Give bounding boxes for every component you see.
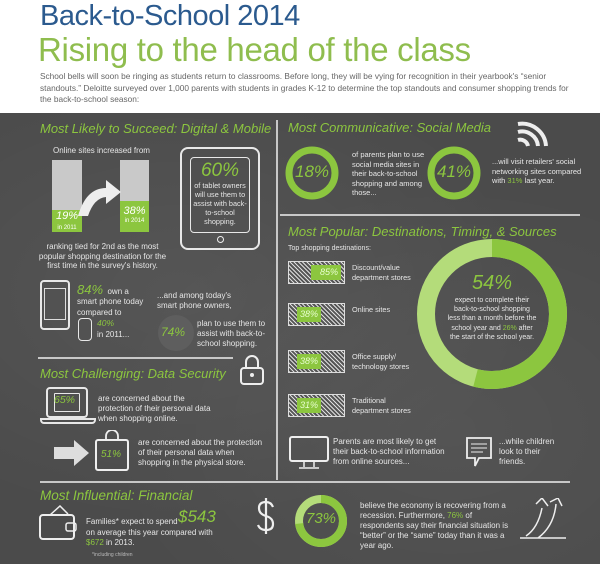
destination-label: Traditional department stores xyxy=(352,396,411,415)
destination-label: Online sites xyxy=(352,305,391,314)
bar-2011-value: 19% xyxy=(55,210,79,222)
social-pct-1: 18% xyxy=(294,162,330,181)
economy-text-start: believe the economy is recovering from a recession. Furthermore, xyxy=(360,501,506,520)
timing-text-start: expect to complete their back-to-school shopping less than a month before the school year and xyxy=(447,297,537,332)
destination-label: Discount/value department stores xyxy=(352,263,411,282)
dollar-icon xyxy=(255,497,277,537)
social-text-2 xyxy=(492,157,587,186)
phone-2011-text: in 2011... xyxy=(97,330,130,339)
bar-2014 xyxy=(120,160,149,232)
security-heading: Most Challenging: Data Security xyxy=(40,366,226,381)
destination-value: 85% xyxy=(311,265,341,280)
destination-value: 38% xyxy=(297,307,321,322)
digital-heading: Most Likely to Succeed: Digital & Mobile xyxy=(40,121,272,136)
economy-text-end: of respondents say their financial situation is “better” or the “same” today than it was a year ago. xyxy=(360,511,509,550)
social-text-1: of parents plan to use social media sites in their back-to-school shopping and among those... xyxy=(352,150,425,197)
section-divider xyxy=(38,357,233,359)
children-sources-text: ...while children look to their friends. xyxy=(499,437,555,466)
monitor-icon xyxy=(289,436,329,470)
destination-value: 38% xyxy=(297,354,321,369)
spend-amount: $543 xyxy=(178,507,216,526)
section-divider xyxy=(280,214,580,216)
smartphone-screen xyxy=(44,288,66,320)
social-text-2-end: last year. xyxy=(522,176,555,185)
column-divider xyxy=(276,120,278,480)
padlock-icon xyxy=(238,354,266,386)
online-security-pct: 65% xyxy=(54,394,76,406)
destination-bar xyxy=(288,303,345,326)
phone-text: own a xyxy=(107,287,129,296)
phone-compare-text: smart phone today compared to xyxy=(77,297,144,317)
online-security-text: are concerned about the protection of their personal data when shopping online. xyxy=(98,394,211,423)
destinations-label: Top shopping destinations: xyxy=(288,245,371,252)
bar-2011-year: in 2011 xyxy=(57,225,77,231)
social-pct-2: 41% xyxy=(436,162,472,181)
timing-text xyxy=(447,296,537,342)
timing-pct: 54% xyxy=(471,272,513,294)
plan-pct: 74% xyxy=(161,325,186,339)
arrow-right-icon xyxy=(54,440,90,466)
store-security-text: are concerned about the protection of their personal data when shopping in the physical store. xyxy=(138,438,263,467)
intro-paragraph: School bells will soon be ringing as students return to classrooms. Before long, they will be vying for recognition in their yearbook's “senior standouts.” Deloitte surveyed over 1,000 parents with students in grades K-12 to determine the top standouts and consumer shopping trends for the back-to-school season: xyxy=(40,71,569,104)
destination-bar xyxy=(288,394,345,417)
page-subtitle: Rising to the head of the class xyxy=(38,31,471,68)
page-title: Back-to-School 2014 xyxy=(40,0,300,32)
phone-pct: 84% xyxy=(77,282,104,297)
social-text-2-highlight: 31% xyxy=(507,176,523,185)
laptop-base xyxy=(40,418,96,424)
among-text: ...and among today's smart phone owners, xyxy=(157,291,232,310)
destination-bar xyxy=(288,261,345,284)
destination-label: Office supply/ technology stores xyxy=(352,352,410,371)
section-divider xyxy=(280,481,570,483)
speech-bubble-icon xyxy=(465,436,493,468)
social-text-2-start: ...will visit retailers' social networking sites compared with xyxy=(492,157,582,185)
wallet-icon xyxy=(38,505,78,541)
timing-highlight: 26% xyxy=(502,324,517,332)
tablet-pct: 60% xyxy=(200,160,240,181)
ranking-text: ranking tied for 2nd as the most popular shopping destination for the first time in the survey's history. xyxy=(38,242,167,270)
parents-sources-text: Parents are most likely to get their back-to-school information from online sources... xyxy=(333,437,445,466)
rising-arrows-icon xyxy=(518,498,568,542)
smartphone-icon xyxy=(40,280,70,330)
economy-pct: 73% xyxy=(305,510,337,527)
small-phone-icon xyxy=(78,318,92,341)
rss-icon xyxy=(516,120,548,148)
financial-heading: Most Influential: Financial xyxy=(40,488,193,503)
economy-text xyxy=(360,501,510,551)
economy-highlight: 76% xyxy=(447,511,464,520)
prev-amount: $672 xyxy=(86,538,104,547)
prev-amount-line xyxy=(86,537,135,548)
spend-text: Families* expect to spend xyxy=(86,517,178,526)
plan-text: plan to use them to assist with back-to-school shopping. xyxy=(197,319,266,348)
bar-2014-value: 38% xyxy=(123,205,146,217)
destination-bar xyxy=(288,350,345,373)
popular-heading: Most Popular: Destinations, Timing, & Sources xyxy=(288,224,557,239)
social-heading: Most Communicative: Social Media xyxy=(288,120,492,135)
curved-arrow-icon xyxy=(76,178,122,218)
destination-value: 31% xyxy=(297,398,321,413)
online-intro: Online sites increased from xyxy=(53,146,150,155)
tablet-home-button xyxy=(217,236,224,243)
store-security-pct: 51% xyxy=(101,449,122,460)
timing-text-end: after the start of the school year. xyxy=(449,324,535,341)
phone-2011-pct: 40% xyxy=(97,318,115,328)
bar-2014-year: in 2014 xyxy=(124,218,145,224)
tablet-text: of tablet owners will use them to assist with back-to-school shopping. xyxy=(193,181,247,226)
compare-text: on average this year compared with xyxy=(86,528,213,537)
footnote: *including children xyxy=(92,552,133,558)
section-divider xyxy=(40,481,280,483)
prev-suffix: in 2013. xyxy=(103,538,135,547)
